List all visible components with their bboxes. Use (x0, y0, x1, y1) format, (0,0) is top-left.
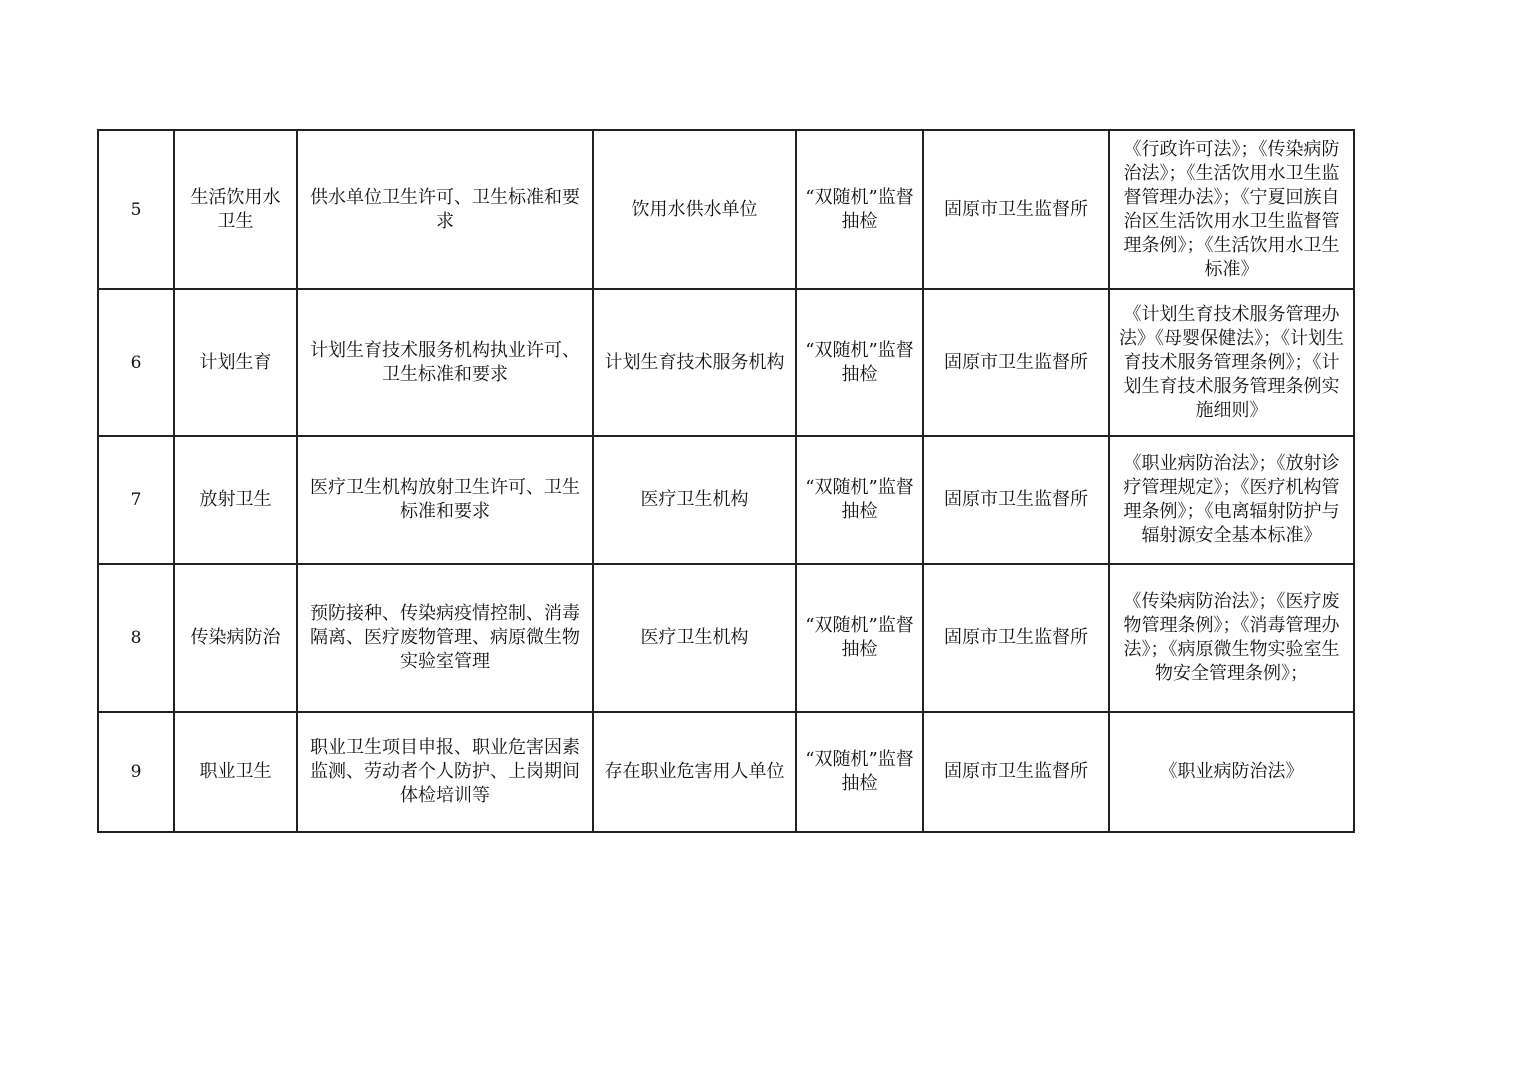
basis-text: 《职业病防治法》 (1159, 761, 1304, 782)
basis-cell (1109, 289, 1354, 436)
basis-cell (1109, 564, 1354, 712)
category-cell: 放射卫生 (174, 436, 297, 564)
content-cell: 医疗卫生机构放射卫生许可、卫生标准和要求 (297, 436, 593, 564)
content-cell: 计划生育技术服务机构执业许可、卫生标准和要求 (297, 289, 593, 436)
table-row (98, 564, 1354, 712)
object-cell: 计划生育技术服务机构 (593, 289, 796, 436)
agency-cell: 固原市卫生监督所 (923, 289, 1109, 436)
content-cell: 预防接种、传染病疫情控制、消毒隔离、医疗废物管理、病原微生物实验室管理 (297, 564, 593, 712)
agency-cell: 固原市卫生监督所 (923, 564, 1109, 712)
category-cell: 计划生育 (174, 289, 297, 436)
object-cell: 饮用水供水单位 (593, 130, 796, 289)
content-cell: 供水单位卫生许可、卫生标准和要求 (297, 130, 593, 289)
row-number: 8 (98, 564, 174, 712)
method-cell: “双随机”监督抽检 (796, 130, 923, 289)
row-number: 5 (98, 130, 174, 289)
basis-text: 《职业病防治法》；《放射诊疗管理规定》；《医疗机构管理条例》；《电离辐射防护与辐射源安全基本标准》 (1123, 453, 1340, 546)
agency-cell: 固原市卫生监督所 (923, 130, 1109, 289)
row-number: 9 (98, 712, 174, 832)
table-row (98, 289, 1354, 436)
category-cell: 职业卫生 (174, 712, 297, 832)
object-cell: 存在职业危害用人单位 (593, 712, 796, 832)
basis-text: 《传染病防治法》；《医疗废物管理条例》；《消毒管理办法》；《病原微生物实验室生物安全管理条例》； (1123, 591, 1340, 684)
inspection-table (97, 129, 1355, 833)
category-cell: 生活饮用水卫生 (174, 130, 297, 289)
category-cell: 传染病防治 (174, 564, 297, 712)
object-cell: 医疗卫生机构 (593, 564, 796, 712)
basis-cell (1109, 712, 1354, 832)
agency-cell: 固原市卫生监督所 (923, 712, 1109, 832)
basis-text: 《计划生育技术服务管理办法》《母婴保健法》；《计划生育技术服务管理条例》；《计划生育技术服务管理条例实施细则》 (1119, 303, 1344, 421)
basis-cell (1109, 436, 1354, 564)
method-cell: “双随机”监督抽检 (796, 712, 923, 832)
content-cell: 职业卫生项目申报、职业危害因素监测、劳动者个人防护、上岗期间体检培训等 (297, 712, 593, 832)
agency-cell: 固原市卫生监督所 (923, 436, 1109, 564)
method-cell: “双随机”监督抽检 (796, 564, 923, 712)
basis-text: 《行政许可法》；《传染病防治法》；《生活饮用水卫生监督管理办法》；《宁夏回族自治区生活饮用水卫生监督管理条例》；《生活饮用水卫生标准》 (1123, 138, 1340, 280)
table-row (98, 130, 1354, 289)
object-cell: 医疗卫生机构 (593, 436, 796, 564)
table-row (98, 712, 1354, 832)
row-number: 7 (98, 436, 174, 564)
method-cell: “双随机”监督抽检 (796, 436, 923, 564)
table-row (98, 436, 1354, 564)
row-number: 6 (98, 289, 174, 436)
basis-cell (1109, 130, 1354, 289)
method-cell: “双随机”监督抽检 (796, 289, 923, 436)
